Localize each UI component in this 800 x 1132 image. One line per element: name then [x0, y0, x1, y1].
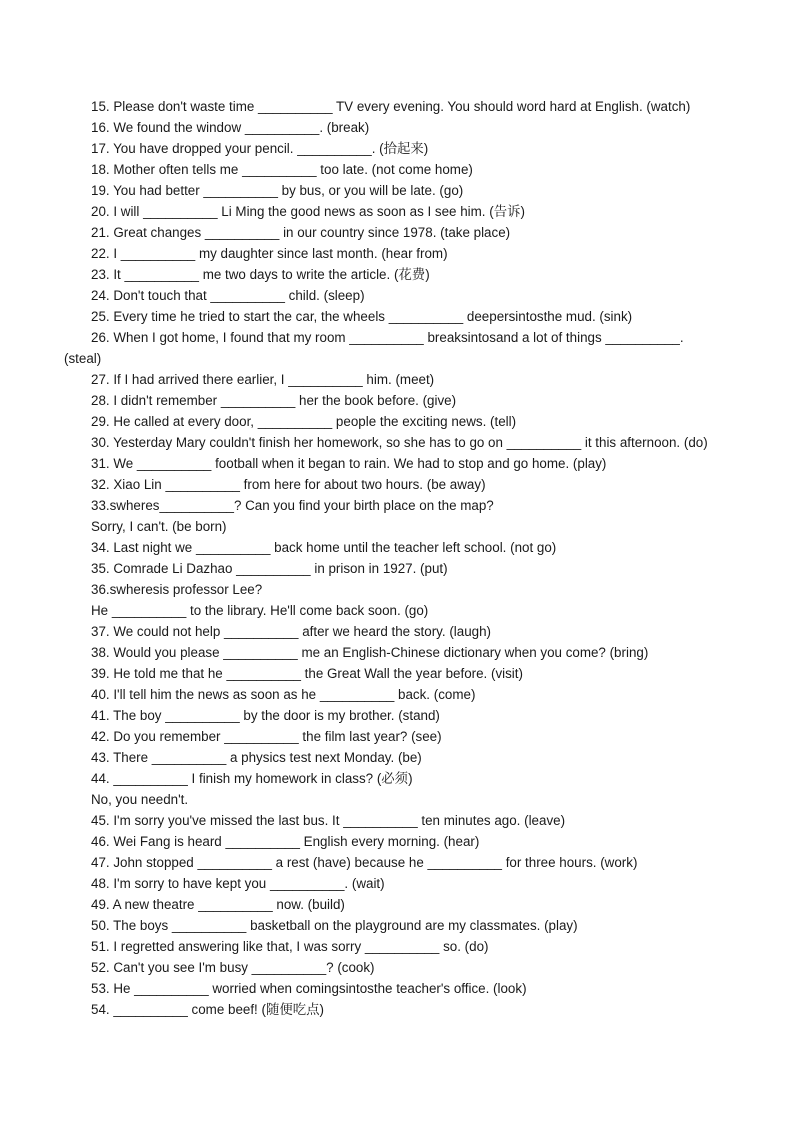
exercise-line: 29. He called at every door, __________ people the exciting news. (tell): [91, 414, 517, 429]
exercise-line: 37. We could not help __________ after we heard the story. (laugh): [91, 624, 491, 639]
exercise-line: 43. There __________ a physics test next Monday. (be): [91, 750, 422, 765]
exercise-line-continuation: (steal): [64, 351, 102, 366]
exercise-line: 17. You have dropped your pencil. __________. (拾起来): [91, 141, 429, 156]
exercise-line: Sorry, I can't. (be born): [91, 519, 227, 534]
exercise-line: 40. I'll tell him the news as soon as he __________ back. (come): [91, 687, 476, 702]
exercise-line: 38. Would you please __________ me an English-Chinese dictionary when you come? (bring): [91, 645, 649, 660]
exercise-line: 26. When I got home, I found that my room __________ breaksintosand a lot of things __________.: [91, 330, 684, 345]
exercise-line: 33.swheres__________? Can you find your birth place on the map?: [91, 498, 494, 513]
exercise-line: 25. Every time he tried to start the car, the wheels __________ deepersintosthe mud. (sink): [91, 309, 633, 324]
exercise-line: 44. __________ I finish my homework in class? (必须): [91, 771, 413, 786]
exercise-line: 51. I regretted answering like that, I was sorry __________ so. (do): [91, 939, 489, 954]
exercise-line: 47. John stopped __________ a rest (have) because he __________ for three hours. (work): [91, 855, 638, 870]
exercise-line: 34. Last night we __________ back home until the teacher left school. (not go): [91, 540, 557, 555]
exercise-line: 39. He told me that he __________ the Great Wall the year before. (visit): [91, 666, 523, 681]
exercise-line: 16. We found the window __________. (break): [91, 120, 370, 135]
exercise-line: 42. Do you remember __________ the film last year? (see): [91, 729, 442, 744]
exercise-line: 50. The boys __________ basketball on the playground are my classmates. (play): [91, 918, 578, 933]
exercise-line: 31. We __________ football when it began to rain. We had to stop and go home. (play): [91, 456, 607, 471]
exercise-line: 53. He __________ worried when comingsintosthe teacher's office. (look): [91, 981, 527, 996]
exercise-line: 21. Great changes __________ in our country since 1978. (take place): [91, 225, 511, 240]
exercise-line: 28. I didn't remember __________ her the book before. (give): [91, 393, 457, 408]
exercise-line: 19. You had better __________ by bus, or you will be late. (go): [91, 183, 464, 198]
exercise-line: 35. Comrade Li Dazhao __________ in prison in 1927. (put): [91, 561, 448, 576]
exercise-line: 49. A new theatre __________ now. (build): [91, 897, 345, 912]
exercise-line: 15. Please don't waste time __________ TV every evening. You should word hard at English. (watch): [91, 99, 691, 114]
exercise-line: 24. Don't touch that __________ child. (sleep): [91, 288, 365, 303]
exercise-line: 22. I __________ my daughter since last month. (hear from): [91, 246, 448, 261]
exercise-line: He __________ to the library. He'll come back soon. (go): [91, 603, 429, 618]
exercise-line: 45. I'm sorry you've missed the last bus. It __________ ten minutes ago. (leave): [91, 813, 566, 828]
exercise-line: 32. Xiao Lin __________ from here for about two hours. (be away): [91, 477, 486, 492]
exercise-line: 27. If I had arrived there earlier, I __________ him. (meet): [91, 372, 435, 387]
exercise-line: 18. Mother often tells me __________ too late. (not come home): [91, 162, 473, 177]
exercise-line: 36.swheresis professor Lee?: [91, 582, 263, 597]
exercise-line: 23. It __________ me two days to write the article. (花费): [91, 267, 430, 282]
exercise-line: 54. __________ come beef! (随便吃点): [91, 1002, 324, 1017]
exercise-line: 41. The boy __________ by the door is my brother. (stand): [91, 708, 440, 723]
exercise-line: 48. I'm sorry to have kept you __________. (wait): [91, 876, 385, 891]
exercise-line: 30. Yesterday Mary couldn't finish her homework, so she has to go on __________ it this afternoon. (do): [91, 435, 708, 450]
exercise-line: No, you needn't.: [91, 792, 189, 807]
exercise-line: 46. Wei Fang is heard __________ English every morning. (hear): [91, 834, 480, 849]
exercise-line: 20. I will __________ Li Ming the good news as soon as I see him. (告诉): [91, 204, 525, 219]
exercise-line: 52. Can't you see I'm busy __________? (cook): [91, 960, 375, 975]
